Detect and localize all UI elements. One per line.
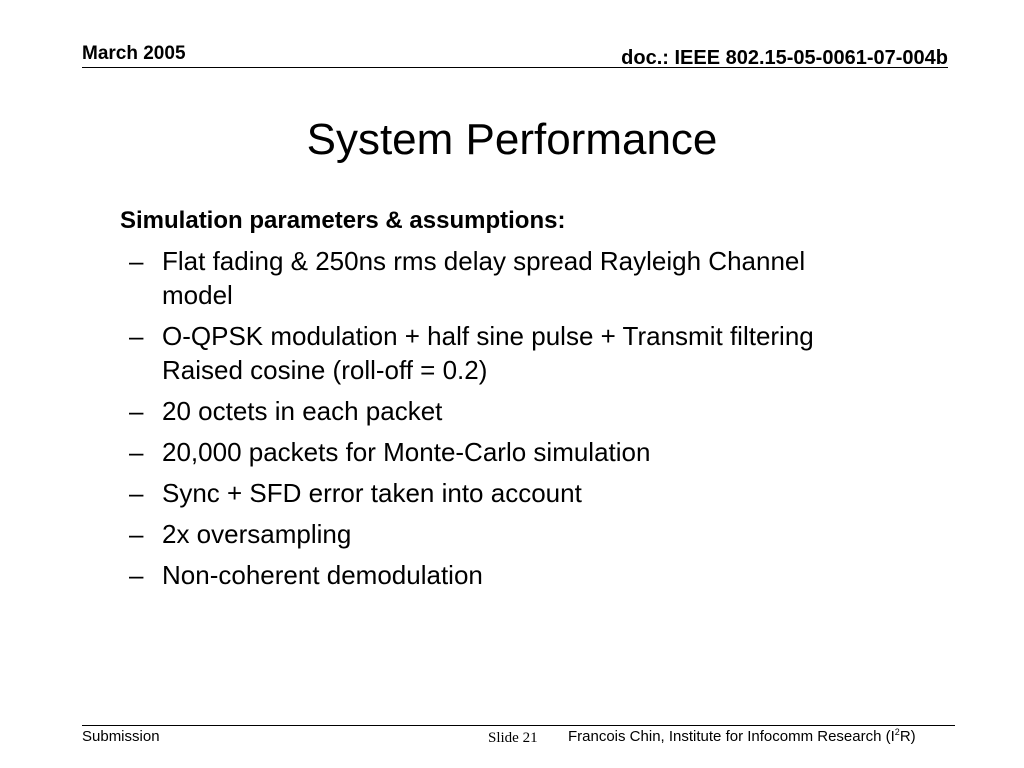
bullet-text: Non-coherent demodulation — [162, 560, 483, 590]
slide-body — [120, 204, 920, 599]
section-heading: Simulation parameters & assumptions: — [120, 207, 566, 234]
footer-divider — [82, 725, 955, 726]
dash-marker: – — [129, 478, 144, 508]
dash-marker: – — [129, 560, 144, 590]
header-divider — [82, 67, 948, 68]
footer-slide-number: Slide 21 — [488, 730, 538, 746]
footer-submission: Submission — [82, 728, 160, 745]
bullet-item — [120, 394, 882, 428]
bullet-item — [120, 435, 882, 469]
bullet-item — [120, 476, 882, 510]
bullet-item — [120, 558, 882, 592]
bullet-item — [120, 517, 882, 551]
dash-marker: – — [129, 321, 144, 351]
bullet-text: O-QPSK modulation + half sine pulse + Transmit filtering Raised cosine (roll-off = 0.2) — [162, 321, 814, 385]
dash-marker: – — [129, 246, 144, 276]
bullet-text: 20 octets in each packet — [162, 396, 443, 426]
bullet-text: Sync + SFD error taken into account — [162, 478, 582, 508]
bullet-text: Flat fading & 250ns rms delay spread Rayleigh Channel model — [162, 246, 806, 310]
footer-author-suffix: R) — [899, 728, 916, 745]
dash-marker: – — [129, 519, 144, 549]
footer-author-superscript: 2 — [894, 727, 900, 737]
dash-marker: – — [129, 396, 144, 426]
footer-author-prefix: Francois Chin, Institute for Infocomm Research (I — [568, 728, 895, 745]
header-date: March 2005 — [82, 43, 186, 64]
bullet-text: 2x oversampling — [162, 519, 352, 549]
bullet-item — [120, 319, 882, 387]
header-document-id: doc.: IEEE 802.15-05-0061-07-004b — [621, 47, 948, 69]
bullet-list — [120, 244, 920, 592]
bullet-item — [120, 244, 882, 312]
slide-title: System Performance — [306, 115, 718, 164]
bullet-text: 20,000 packets for Monte-Carlo simulation — [162, 437, 651, 467]
dash-marker: – — [129, 437, 144, 467]
footer-author — [568, 728, 916, 746]
